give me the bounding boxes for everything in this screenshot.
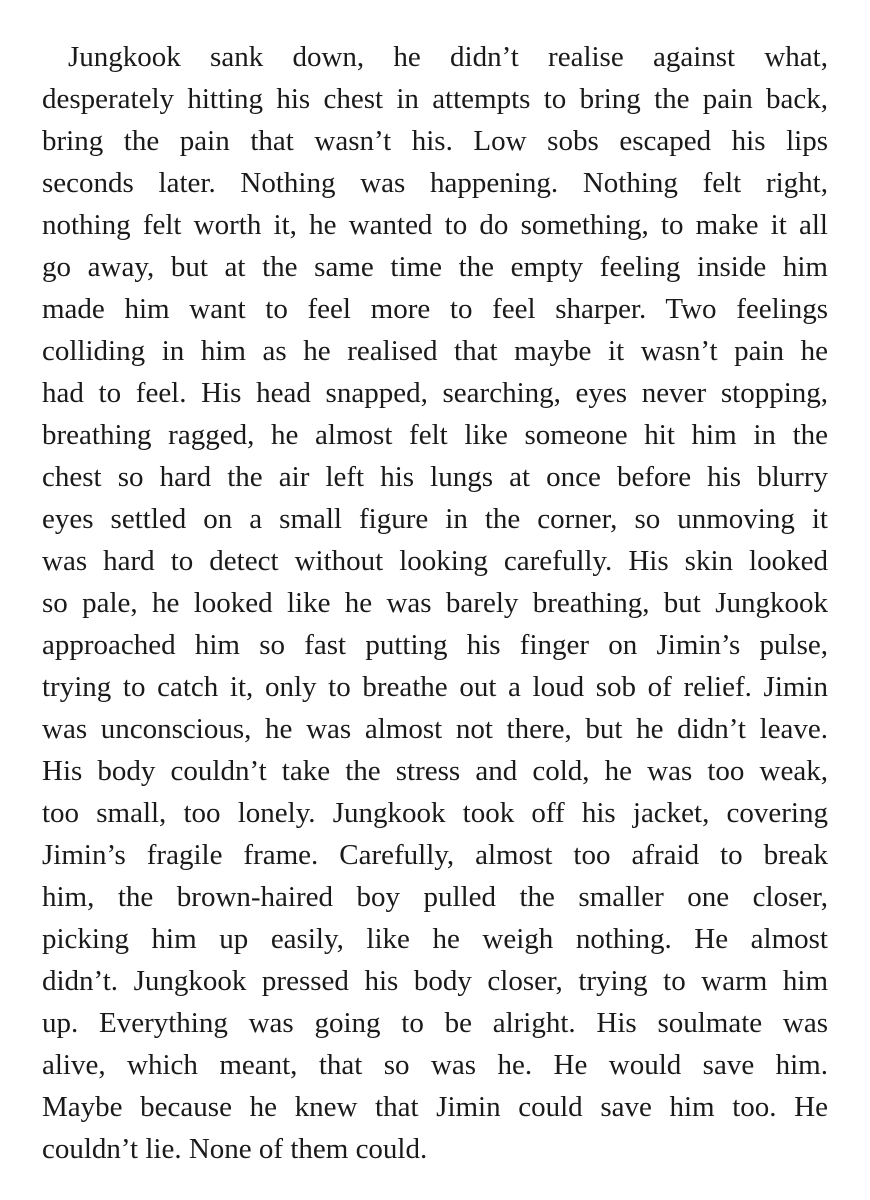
text-line: seconds later. Nothing was happening. Nothing felt right, [42, 167, 828, 199]
text-line: trying to catch it, only to breathe out a loud sob of relief. Jimin [42, 671, 828, 703]
text-line: go away, but at the same time the empty feeling inside him [42, 251, 828, 283]
text-line: bring the pain that wasn’t his. Low sobs escaped his lips [42, 125, 828, 157]
text-line: was unconscious, he was almost not there, but he didn’t leave. [42, 713, 828, 745]
text-line: colliding in him as he realised that maybe it wasn’t pain he [42, 335, 828, 367]
text-line: him, the brown-haired boy pulled the smaller one closer, [42, 881, 828, 913]
text-line: didn’t. Jungkook pressed his body closer, trying to warm him [42, 965, 828, 997]
text-line: too small, too lonely. Jungkook took off his jacket, covering [42, 797, 828, 829]
text-line: approached him so fast putting his finger on Jimin’s pulse, [42, 629, 828, 661]
text-line: was hard to detect without looking carefully. His skin looked [42, 545, 828, 577]
text-line: chest so hard the air left his lungs at once before his blurry [42, 461, 828, 493]
text-line: eyes settled on a small figure in the corner, so unmoving it [42, 503, 828, 535]
text-line: had to feel. His head snapped, searching, eyes never stopping, [42, 377, 828, 409]
text-line: His body couldn’t take the stress and cold, he was too weak, [42, 755, 828, 787]
text-page [42, 36, 828, 1170]
text-line-last: couldn’t lie. None of them could. [42, 1133, 428, 1165]
text-line: alive, which meant, that so was he. He would save him. [42, 1049, 828, 1081]
text-line: picking him up easily, like he weigh nothing. He almost [42, 923, 828, 955]
text-line: Maybe because he knew that Jimin could save him too. He [42, 1091, 828, 1123]
text-line: Jimin’s fragile frame. Carefully, almost too afraid to break [42, 839, 828, 871]
text-line: up. Everything was going to be alright. His soulmate was [42, 1007, 828, 1039]
text-line: so pale, he looked like he was barely breathing, but Jungkook [42, 587, 828, 619]
text-line: desperately hitting his chest in attempts to bring the pain back, [42, 83, 828, 115]
text-line: made him want to feel more to feel sharper. Two feelings [42, 293, 828, 325]
text-line: nothing felt worth it, he wanted to do something, to make it all [42, 209, 828, 241]
text-line: breathing ragged, he almost felt like someone hit him in the [42, 419, 828, 451]
text-line: Jungkook sank down, he didn’t realise against what, [68, 41, 828, 73]
